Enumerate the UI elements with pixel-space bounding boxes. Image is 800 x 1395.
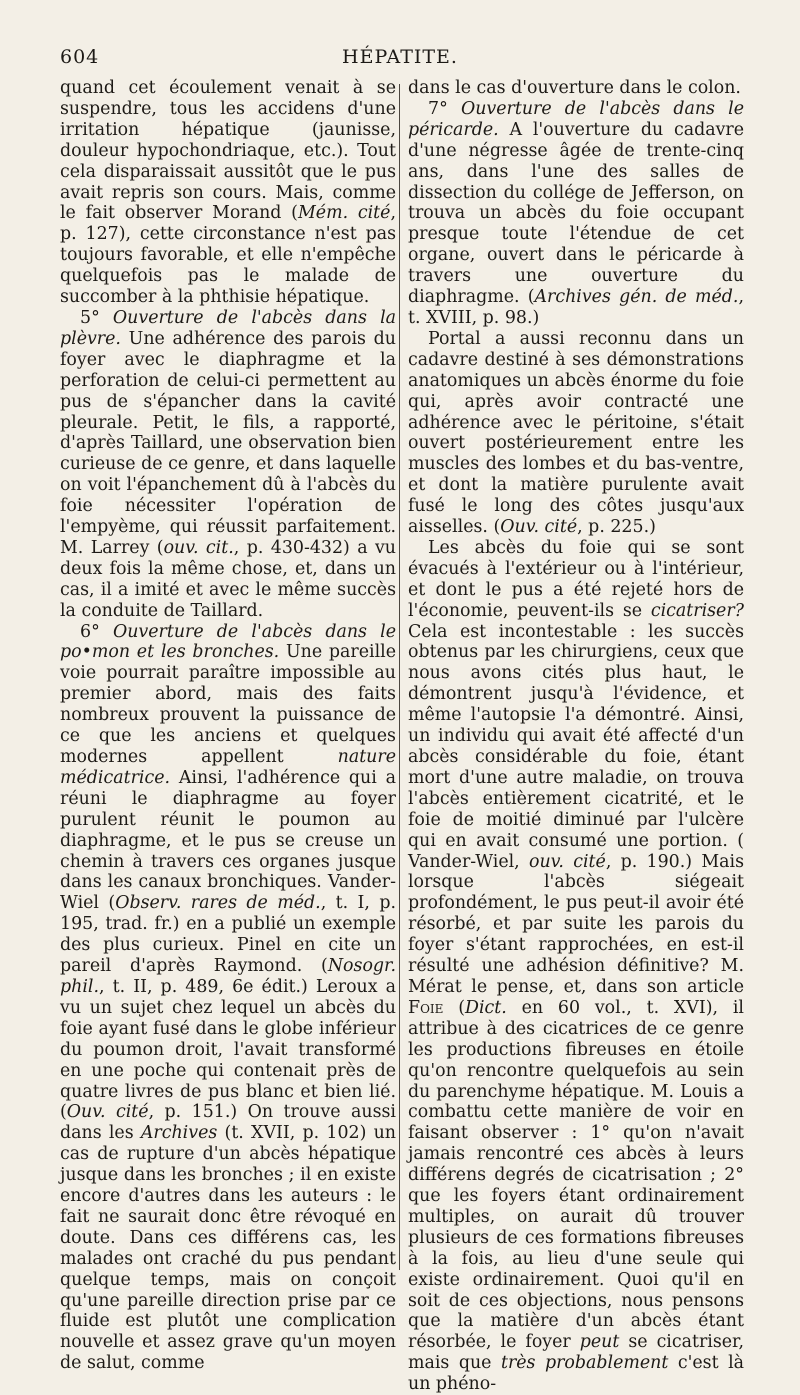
- text-run: (: [443, 997, 466, 1018]
- text-run: , p. 190.) Mais lorsque l'abcès siégeait profondément, le pus peut-il avoir été résorbé, et par suite les parois du foyer s'étant rapprochées, en est-il résulté une adhésion définitive? M. Mérat le pense, et, dans son article: [408, 851, 744, 997]
- text-run: , p. 225.): [577, 517, 656, 538]
- text-run: Foie: [408, 997, 444, 1018]
- text-run: c'est là un phéno-: [408, 1353, 745, 1395]
- text-run: 5°: [80, 307, 113, 328]
- text-run: se cicatriser, mais que: [408, 1332, 744, 1374]
- text-run: A l'ouverture du cadavre d'une négresse âgée de trente-cinq ans, dans l'une des salles de dissection du collége de Jefferson, on trouva un abcès du foie occupant presque toute l'étendue de cet organe, ouvert dans le péricarde à travers une ouverture du diaphragme. (: [408, 119, 744, 308]
- text-run: dans le cas d'ouverture dans le colon.: [408, 78, 741, 98]
- italic-text: Dict.: [465, 997, 507, 1018]
- text-run: , t. II, p. 489, 6e édit.) Leroux a vu un sujet chez lequel un abcès du foie ayant fusé dans le globe inférieur du poumon droit, l'avait transformé en une poche qui contenait près de quatre livres de pus blanc et bien lié. (: [60, 976, 396, 1123]
- text-run: 6°: [80, 621, 113, 642]
- italic-text: Ouverture de l'abcès dans le po•mon et les bronches.: [60, 621, 396, 663]
- right-text-column: [408, 78, 744, 1395]
- italic-text: nature médicatrice.: [60, 747, 396, 788]
- italic-text: cicatriser?: [650, 600, 744, 621]
- italic-text: ouv. cit.: [163, 537, 234, 558]
- paragraph: [60, 78, 396, 308]
- page-header: [60, 46, 740, 78]
- text-run: Portal a aussi reconnu dans un cadavre destiné à ses démonstrations anatomiques un abcès énorme du foie qui, après avoir contracté une adhérence avec le péritoine, s'était ouvert postérieurement entre les muscles des lombes et du bas-ventre, et dont la matière purulente avait fusé le long des côtes jusqu'aux aisselles. (: [408, 328, 744, 538]
- paragraph: [408, 329, 744, 538]
- italic-text: Mém. cité: [297, 203, 391, 224]
- text-run: (t. XVII, p. 102) un cas de rupture d'un abcès hépatique jusque dans les bronches ; il en existe encore d'autres dans les auteurs : le fait ne saurait donc être révoqué en doute. Dans ces différens cas, les malades ont craché du pus pendant quelque temps, mais on conçoit qu'une pareille direction prise par ce fluide est plutôt une complication nouvelle et assez grave qu'un moyen de salut, comme: [60, 1123, 396, 1374]
- text-run: Cela est incontestable : les succès obtenus par les chirurgiens, ceux que nous avons cités plus haut, le démontrent jusqu'à l'évidence, et même l'autopsie l'a démontré. Ainsi, un individu qui avait été affecté d'un abcès considérable du foie, étant mort d'une autre maladie, on trouva l'abcès entièrement cicatrité, et le foie de moitié diminué par l'ulcère qui en avait consumé une portion. ( Vander-Wiel,: [408, 621, 744, 872]
- text-run: en 60 vol., t. XVI), il attribue à des cicatrices de ce genre les productions fibreuses en étoile qu'on rencontre quelquefois au sein du parenchyme hépatique. M. Louis a combattu cette manière de voir en faisant observer : 1° qu'on n'avait jamais rencontré ces abcès à leurs différens degrés de cicatrisation ; 2° que les foyers étant ordinairement multiples, on aurait dû trouver plusieurs de ces formations fibreuses à la fois, au lieu d'une seule qui existe ordinairement. Quoi qu'il en soit de ces objections, nous pensons que la matière d'un abcès étant résorbée, le foyer: [408, 997, 744, 1353]
- text-run: quand cet écoulement venait à se suspendre, tous les accidens d'une irritation hépatique (jaunisse, douleur hypochondriaque, etc.). Tout cela disparaissait aussitôt que le pus avait repris son cours. Mais, comme le fait observer Morand (: [60, 78, 396, 224]
- italic-text: Nosogr. phil.: [60, 956, 396, 997]
- italic-text: Ouv. cité: [500, 517, 578, 538]
- italic-text: Ouverture de l'abcès dans la plèvre.: [60, 307, 396, 349]
- running-title: HÉPATITE.: [342, 46, 458, 68]
- text-run: , p. 430-432) a vu deux fois la même chose, et, dans un cas, il a imité et avec le même succès la conduite de Taillard.: [60, 537, 396, 621]
- text-run: , t. I, p. 195, trad. fr.) en a publié un exemple des plus curieux. Pinel en cite un pareil d'après Raymond. (: [60, 893, 396, 977]
- italic-text: Ouv. cité: [66, 1102, 149, 1123]
- text-run: Ainsi, l'adhérence qui a réuni le diaphragme au foyer purulent réunit le poumon au diaphragme, et le pus se creuse un chemin à travers ces organes jusque dans les canaux bronchiques. Vander-Wiel (: [60, 767, 396, 914]
- page-number: 604: [60, 46, 100, 68]
- italic-text: Archives: [140, 1123, 218, 1144]
- paragraph: [408, 99, 744, 329]
- italic-text: Observ. rares de méd.: [115, 893, 321, 914]
- paragraph: [60, 622, 396, 1375]
- column-divider: [399, 84, 400, 1270]
- text-run: , t. XVIII, p. 98.): [408, 287, 744, 328]
- paragraph: [60, 308, 396, 622]
- italic-text: Ouverture de l'abcès dans le péricarde.: [408, 98, 744, 140]
- left-text-column: [60, 78, 396, 1374]
- text-run: 7°: [428, 98, 461, 119]
- italic-text: Archives gén. de méd.: [534, 287, 739, 308]
- italic-text: très probablement: [500, 1353, 669, 1374]
- text-run: , p. 151.) On trouve aussi dans les: [60, 1102, 396, 1144]
- text-run: , p. 127), cette circonstance n'est pas toujours favorable, et elle n'empêche quelquefois pas le malade de succomber à la phthisie hépatique.: [60, 203, 396, 308]
- italic-text: peut: [579, 1332, 620, 1353]
- text-run: Une adhérence des parois du foyer avec le diaphragme et la perforation de celui-ci permettent au pus de s'épancher dans la cavité pleurale. Petit, le fils, a rapporté, d'après Taillard, une observation bien curieuse de ce genre, et dans laquelle on voit l'épanchement dû à l'abcès du foie nécessiter l'opération de l'empyème, qui réussit parfaitement. M. Larrey (: [60, 328, 396, 558]
- text-run: Une pareille voie pourrait paraître impossible au premier abord, mais des faits nombreux prouvent la puissance de ce que les anciens et quelques modernes appellent: [60, 642, 396, 767]
- paragraph: [408, 538, 744, 1395]
- paragraph: [408, 78, 744, 99]
- italic-text: ouv. cité: [528, 851, 606, 872]
- text-run: Les abcès du foie qui se sont évacués à l'extérieur ou à l'intérieur, et dont le pus a été rejeté hors de l'économie, peuvent-ils se: [408, 537, 744, 621]
